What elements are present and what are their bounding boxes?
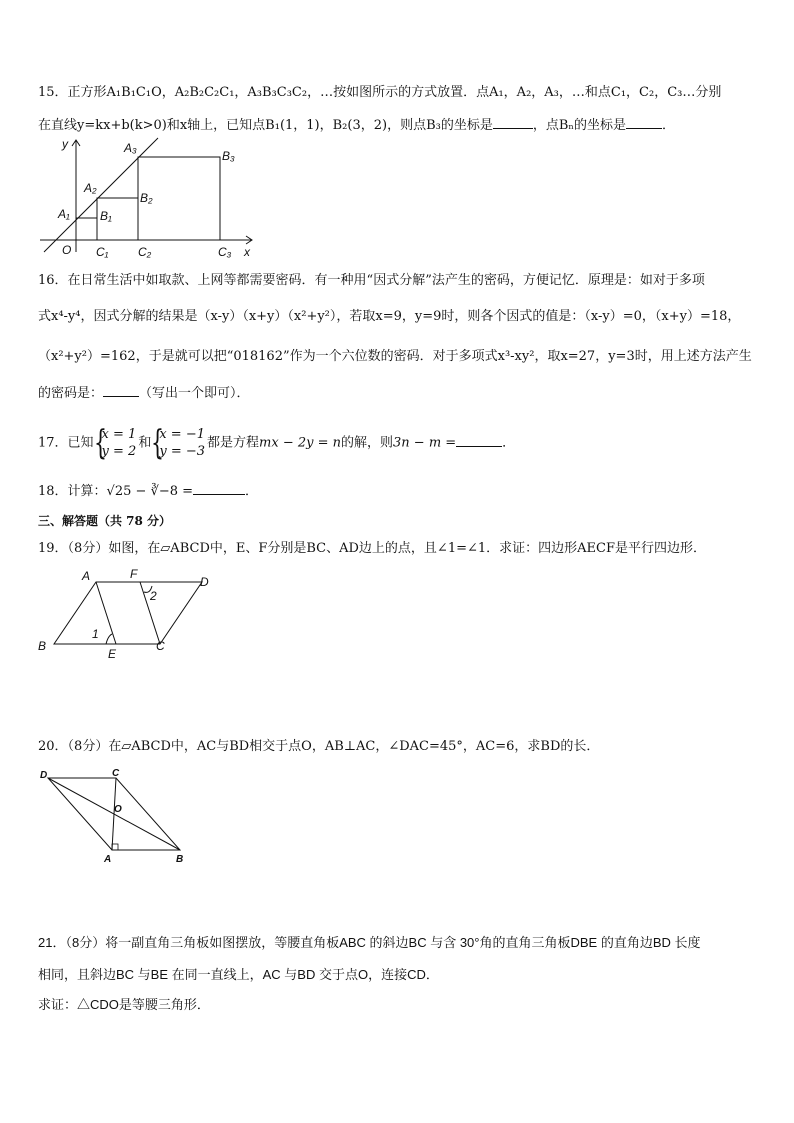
q17-system-1 [93,423,137,463]
q21-line1: 21．（8分）将一副直角三角板如图摆放，等腰直角板ABC 的斜边BC 与含 30°角的直角三角板DBE 的直角边BD 长度 [38,935,701,950]
q17-sys2-row2: y = −3 [159,444,206,459]
q19-label-E: E [108,647,117,661]
q17-sys2-row1: x = −1 [159,427,205,442]
q20-label-C: C [112,768,120,779]
q19-label-2: 2 [150,589,157,603]
q18-answer-blank[interactable] [193,482,245,495]
q15-line2-end: ． [662,118,676,133]
q16-answer-blank[interactable] [103,384,139,397]
q17-prefix: 17．已知 [38,435,94,451]
q15-label-B2: B₂ [140,191,153,205]
q15-label-A3: A₃ [124,141,137,155]
q15-label-y: y [62,137,68,151]
q20-figure [36,766,196,866]
q19-label-1: 1 [92,627,99,641]
q19-text: 19．（8分）如图，在▱ABCD中，E、F分别是BC、AD边上的点，且∠1=∠1．求证：四边形AECF是平行四边形． [38,541,706,556]
q17-expression: 3n − m = [393,435,457,451]
q17-brace-2: { [151,423,165,463]
q17-line [38,423,516,463]
q15-label-A2: A₂ [84,181,97,195]
section-3-header: 三、解答题（共 78 分） [38,514,172,528]
q16-line2: 式x⁴-y⁴，因式分解的结果是（x-y）（x+y）（x²+y²），若取x=9，y=9时，则各个因式的值是：（x-y）=0，（x+y）=18， [38,309,741,324]
q19-angle-1-arc [106,634,112,644]
q15-label-C2: C₂ [138,245,152,259]
q19-figure [36,566,226,664]
q19-parallelogram-abcd [54,582,202,644]
q17-answer-blank[interactable] [456,434,502,447]
q16-line4-text: 的密码是： [38,386,104,401]
q16-line4 [38,384,250,403]
q19-label-F: F [130,567,138,581]
q15-label-C3: C₃ [218,245,232,259]
q15-label-C1: C₁ [96,245,109,259]
q19-label-A: A [82,569,91,583]
q15-label-B3: B₃ [222,149,235,163]
q20-right-angle-mark [112,844,118,850]
q15-label-x: x [244,245,250,259]
q17-sys1-row1: x = 1 [101,427,137,442]
q17-suffix: 的解，则 [341,435,394,451]
q16-line1: 16．在日常生活中如取款、上网等都需要密码．有一种用“因式分解”法产生的密码，方便记忆．原理是：如对于多项 [38,273,705,288]
q15-label-O: O [62,243,72,257]
q15-figure [30,132,270,262]
q17-sys1-row2: y = 2 [101,444,137,459]
q18-prefix: 18．计算： [38,484,107,499]
q19-segment-ae [96,582,116,644]
q18-line [38,482,258,501]
q17-brace-1: { [93,423,107,463]
q17-end: ． [502,435,516,451]
q20-label-O: O [114,804,122,815]
q17-equation: mx − 2y = n [259,435,341,451]
q15-square-1 [76,218,97,240]
q21-line2: 相同，且斜边BC 与BE 在同一直线上，AC 与BD 交于点O，连接CD． [38,967,439,982]
q19-label-C: C [156,639,165,653]
q15-answer-blank-2[interactable] [626,116,662,129]
q16-line3: （x²+y²）=162，于是就可以把“018162”作为一个六位数的密码．对于多项式x³-xy²，取x=27，y=3时，用上述方法产生 [38,349,752,364]
q17-system-2 [151,423,206,463]
q15-line2-text: 在直线y=kx+b(k>0)和x轴上，已知点B₁(1，1)，B₂(3，2)，则点B₃的坐标是 [38,118,493,133]
q15-line1: 15．正方形A₁B₁C₁O，A₂B₂C₂C₁，A₃B₃C₃C₂，…按如图所示的方式放置．点A₁，A₂，A₃，…和点C₁，C₂，C₃…分别 [38,85,722,100]
q17-middle: 都是方程 [207,435,260,451]
q15-label-A1: A₁ [58,207,70,221]
q21-line3: 求证：△CDO是等腰三角形． [38,997,210,1012]
q20-label-B: B [176,854,184,865]
q20-text: 20．（8分）在▱ABCD中，AC与BD相交于点O，AB⊥AC，∠DAC=45°，AC=6，求BD的长． [38,739,600,754]
q19-label-B: B [38,639,47,653]
q15-line2-mid: ，点Bₙ的坐标是 [532,118,627,133]
q20-label-D: D [40,770,48,781]
q16-line4-end: （写出一个即可）． [139,386,250,401]
q20-label-A: A [104,854,112,865]
q18-end: ． [245,484,259,499]
q18-expression: √25 − ∛−8 = [106,484,194,499]
q15-answer-blank-1[interactable] [493,116,533,129]
q17-and: 和 [138,435,152,451]
q19-label-D: D [200,575,209,589]
q15-label-B1: B₁ [100,209,112,223]
